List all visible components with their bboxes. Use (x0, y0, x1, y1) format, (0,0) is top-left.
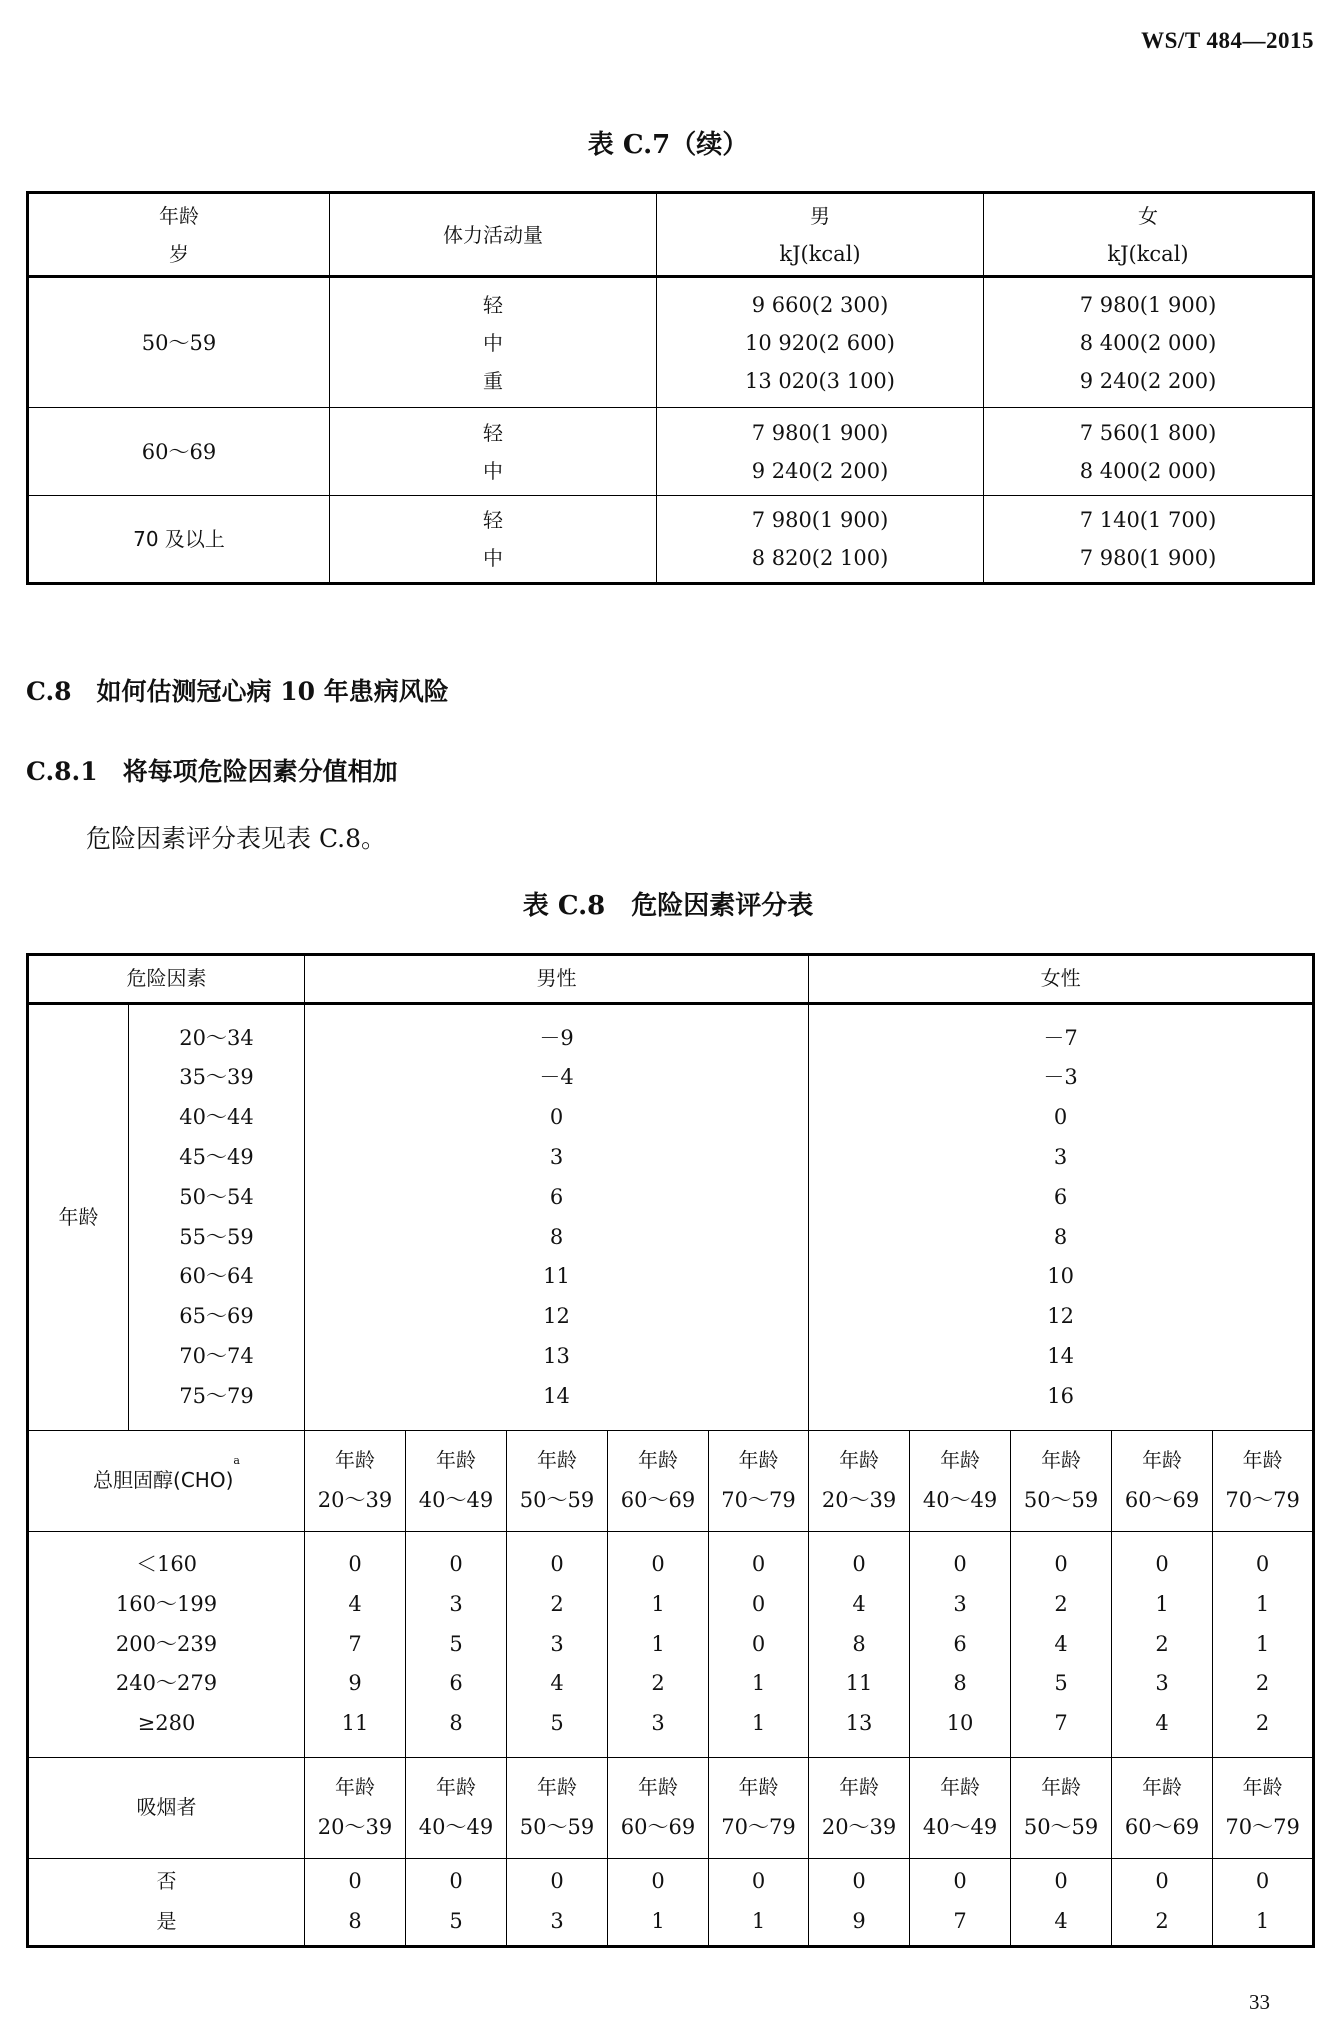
age-group-header: 年龄 40～49 (406, 1431, 507, 1532)
age-group-header: 年龄 40～49 (910, 1758, 1011, 1859)
smoker-score-column: 0 2 (1112, 1859, 1213, 1947)
cho-score-column: 0 1 1 2 3 (608, 1532, 709, 1758)
smoker-score-column: 0 9 (809, 1859, 910, 1947)
activity-cell: 轻 中 (330, 496, 657, 584)
header-age: 年龄 岁 (28, 193, 330, 277)
male-energy-cell: 7 980(1 900) 8 820(2 100) (657, 496, 984, 584)
table-c8-caption: 表 C.8 危险因素评分表 (522, 891, 814, 921)
age-factor-label: 年龄 (28, 1004, 129, 1431)
document-code: WS/T 484—2015 (1141, 28, 1314, 53)
age-group-header: 年龄 40～49 (406, 1758, 507, 1859)
header-female: 女 kJ(kcal) (984, 193, 1314, 277)
female-energy-cell: 7 560(1 800) 8 400(2 000) (984, 408, 1314, 496)
cho-score-column: 0 4 8 11 13 (809, 1532, 910, 1758)
table-row (28, 1004, 1314, 1431)
age-group-header: 年龄 20～39 (809, 1431, 910, 1532)
cho-score-column: 0 1 2 3 4 (1112, 1532, 1213, 1758)
age-group-header: 年龄 70～79 (709, 1758, 809, 1859)
activity-cell: 轻 中 (330, 408, 657, 496)
table-c7-caption: 表 C.7（续） (587, 130, 749, 160)
body-paragraph: 危险因素评分表见表 C.8。 (86, 824, 387, 853)
age-group-header: 年龄 70～79 (709, 1431, 809, 1532)
smoker-score-column: 0 4 (1011, 1859, 1112, 1947)
age-group-header: 年龄 20～39 (305, 1431, 406, 1532)
age-group-header: 年龄 40～49 (910, 1431, 1011, 1532)
age-cell: 50～59 (28, 277, 330, 408)
age-cell: 60～69 (28, 408, 330, 496)
cho-factor-label: 总胆固醇(CHO)$^a$ (28, 1431, 305, 1532)
male-energy-cell: 7 980(1 900) 9 240(2 200) (657, 408, 984, 496)
section-c8-heading: C.8 如何估测冠心病 10 年患病风险 (26, 677, 449, 706)
table-row (28, 496, 1314, 584)
age-group-header: 年龄 50～59 (507, 1758, 608, 1859)
age-group-header: 年龄 60～69 (1112, 1758, 1213, 1859)
age-range-list: 20～34 35～39 40～44 45～49 50～54 55～59 60～64 65～69 70～74 75～79 (129, 1004, 305, 1431)
table-c8 (26, 953, 1315, 1948)
footnote-mark: a (233, 1454, 240, 1468)
smoker-score-column: 0 1 (1213, 1859, 1314, 1947)
male-age-scores: －9 －4 0 3 6 8 11 12 13 14 (305, 1004, 809, 1431)
smoker-factor-label: 吸烟者 (28, 1758, 305, 1859)
table-row (28, 1758, 1314, 1859)
cho-score-column: 0 1 1 2 2 (1213, 1532, 1314, 1758)
header-activity: 体力活动量 (330, 193, 657, 277)
page-number: 33 (1249, 1990, 1270, 2014)
smoker-score-column: 0 5 (406, 1859, 507, 1947)
female-energy-cell: 7 980(1 900) 8 400(2 000) 9 240(2 200) (984, 277, 1314, 408)
table-c7 (26, 191, 1315, 585)
section-c8-1-heading: C.8.1 将每项危险因素分值相加 (26, 757, 398, 786)
cho-score-column: 0 3 6 8 10 (910, 1532, 1011, 1758)
age-group-header: 年龄 70～79 (1213, 1758, 1314, 1859)
cho-score-column: 0 3 5 6 8 (406, 1532, 507, 1758)
header-risk-factor: 危险因素 (28, 955, 305, 1004)
male-energy-cell: 9 660(2 300) 10 920(2 600) 13 020(3 100) (657, 277, 984, 408)
female-energy-cell: 7 140(1 700) 7 980(1 900) (984, 496, 1314, 584)
age-group-header: 年龄 60～69 (608, 1431, 709, 1532)
activity-cell: 轻 中 重 (330, 277, 657, 408)
cho-score-column: 0 2 3 4 5 (507, 1532, 608, 1758)
age-group-header: 年龄 20～39 (809, 1758, 910, 1859)
table-row (28, 1532, 1314, 1758)
smoker-level-list: 否 是 (28, 1859, 305, 1947)
header-male: 男 kJ(kcal) (657, 193, 984, 277)
cho-level-list: ＜160 160～199 200～239 240～279 ≥280 (28, 1532, 305, 1758)
smoker-score-column: 0 1 (608, 1859, 709, 1947)
table-row (28, 1431, 1314, 1532)
smoker-score-column: 0 7 (910, 1859, 1011, 1947)
table-row (28, 277, 1314, 408)
age-group-header: 年龄 50～59 (1011, 1431, 1112, 1532)
smoker-score-column: 0 8 (305, 1859, 406, 1947)
age-group-header: 年龄 20～39 (305, 1758, 406, 1859)
smoker-score-column: 0 1 (709, 1859, 809, 1947)
age-group-header: 年龄 60～69 (608, 1758, 709, 1859)
age-cell: 70 及以上 (28, 496, 330, 584)
age-group-header: 年龄 50～59 (1011, 1758, 1112, 1859)
table-row (28, 408, 1314, 496)
cho-score-column: 0 4 7 9 11 (305, 1532, 406, 1758)
smoker-score-column: 0 3 (507, 1859, 608, 1947)
cho-score-column: 0 0 0 1 1 (709, 1532, 809, 1758)
female-age-scores: －7 －3 0 3 6 8 10 12 14 16 (809, 1004, 1314, 1431)
age-group-header: 年龄 50～59 (507, 1431, 608, 1532)
cho-score-column: 0 2 4 5 7 (1011, 1532, 1112, 1758)
header-male: 男性 (305, 955, 809, 1004)
age-group-header: 年龄 60～69 (1112, 1431, 1213, 1532)
table-row (28, 1859, 1314, 1947)
age-group-header: 年龄 70～79 (1213, 1431, 1314, 1532)
header-female: 女性 (809, 955, 1314, 1004)
